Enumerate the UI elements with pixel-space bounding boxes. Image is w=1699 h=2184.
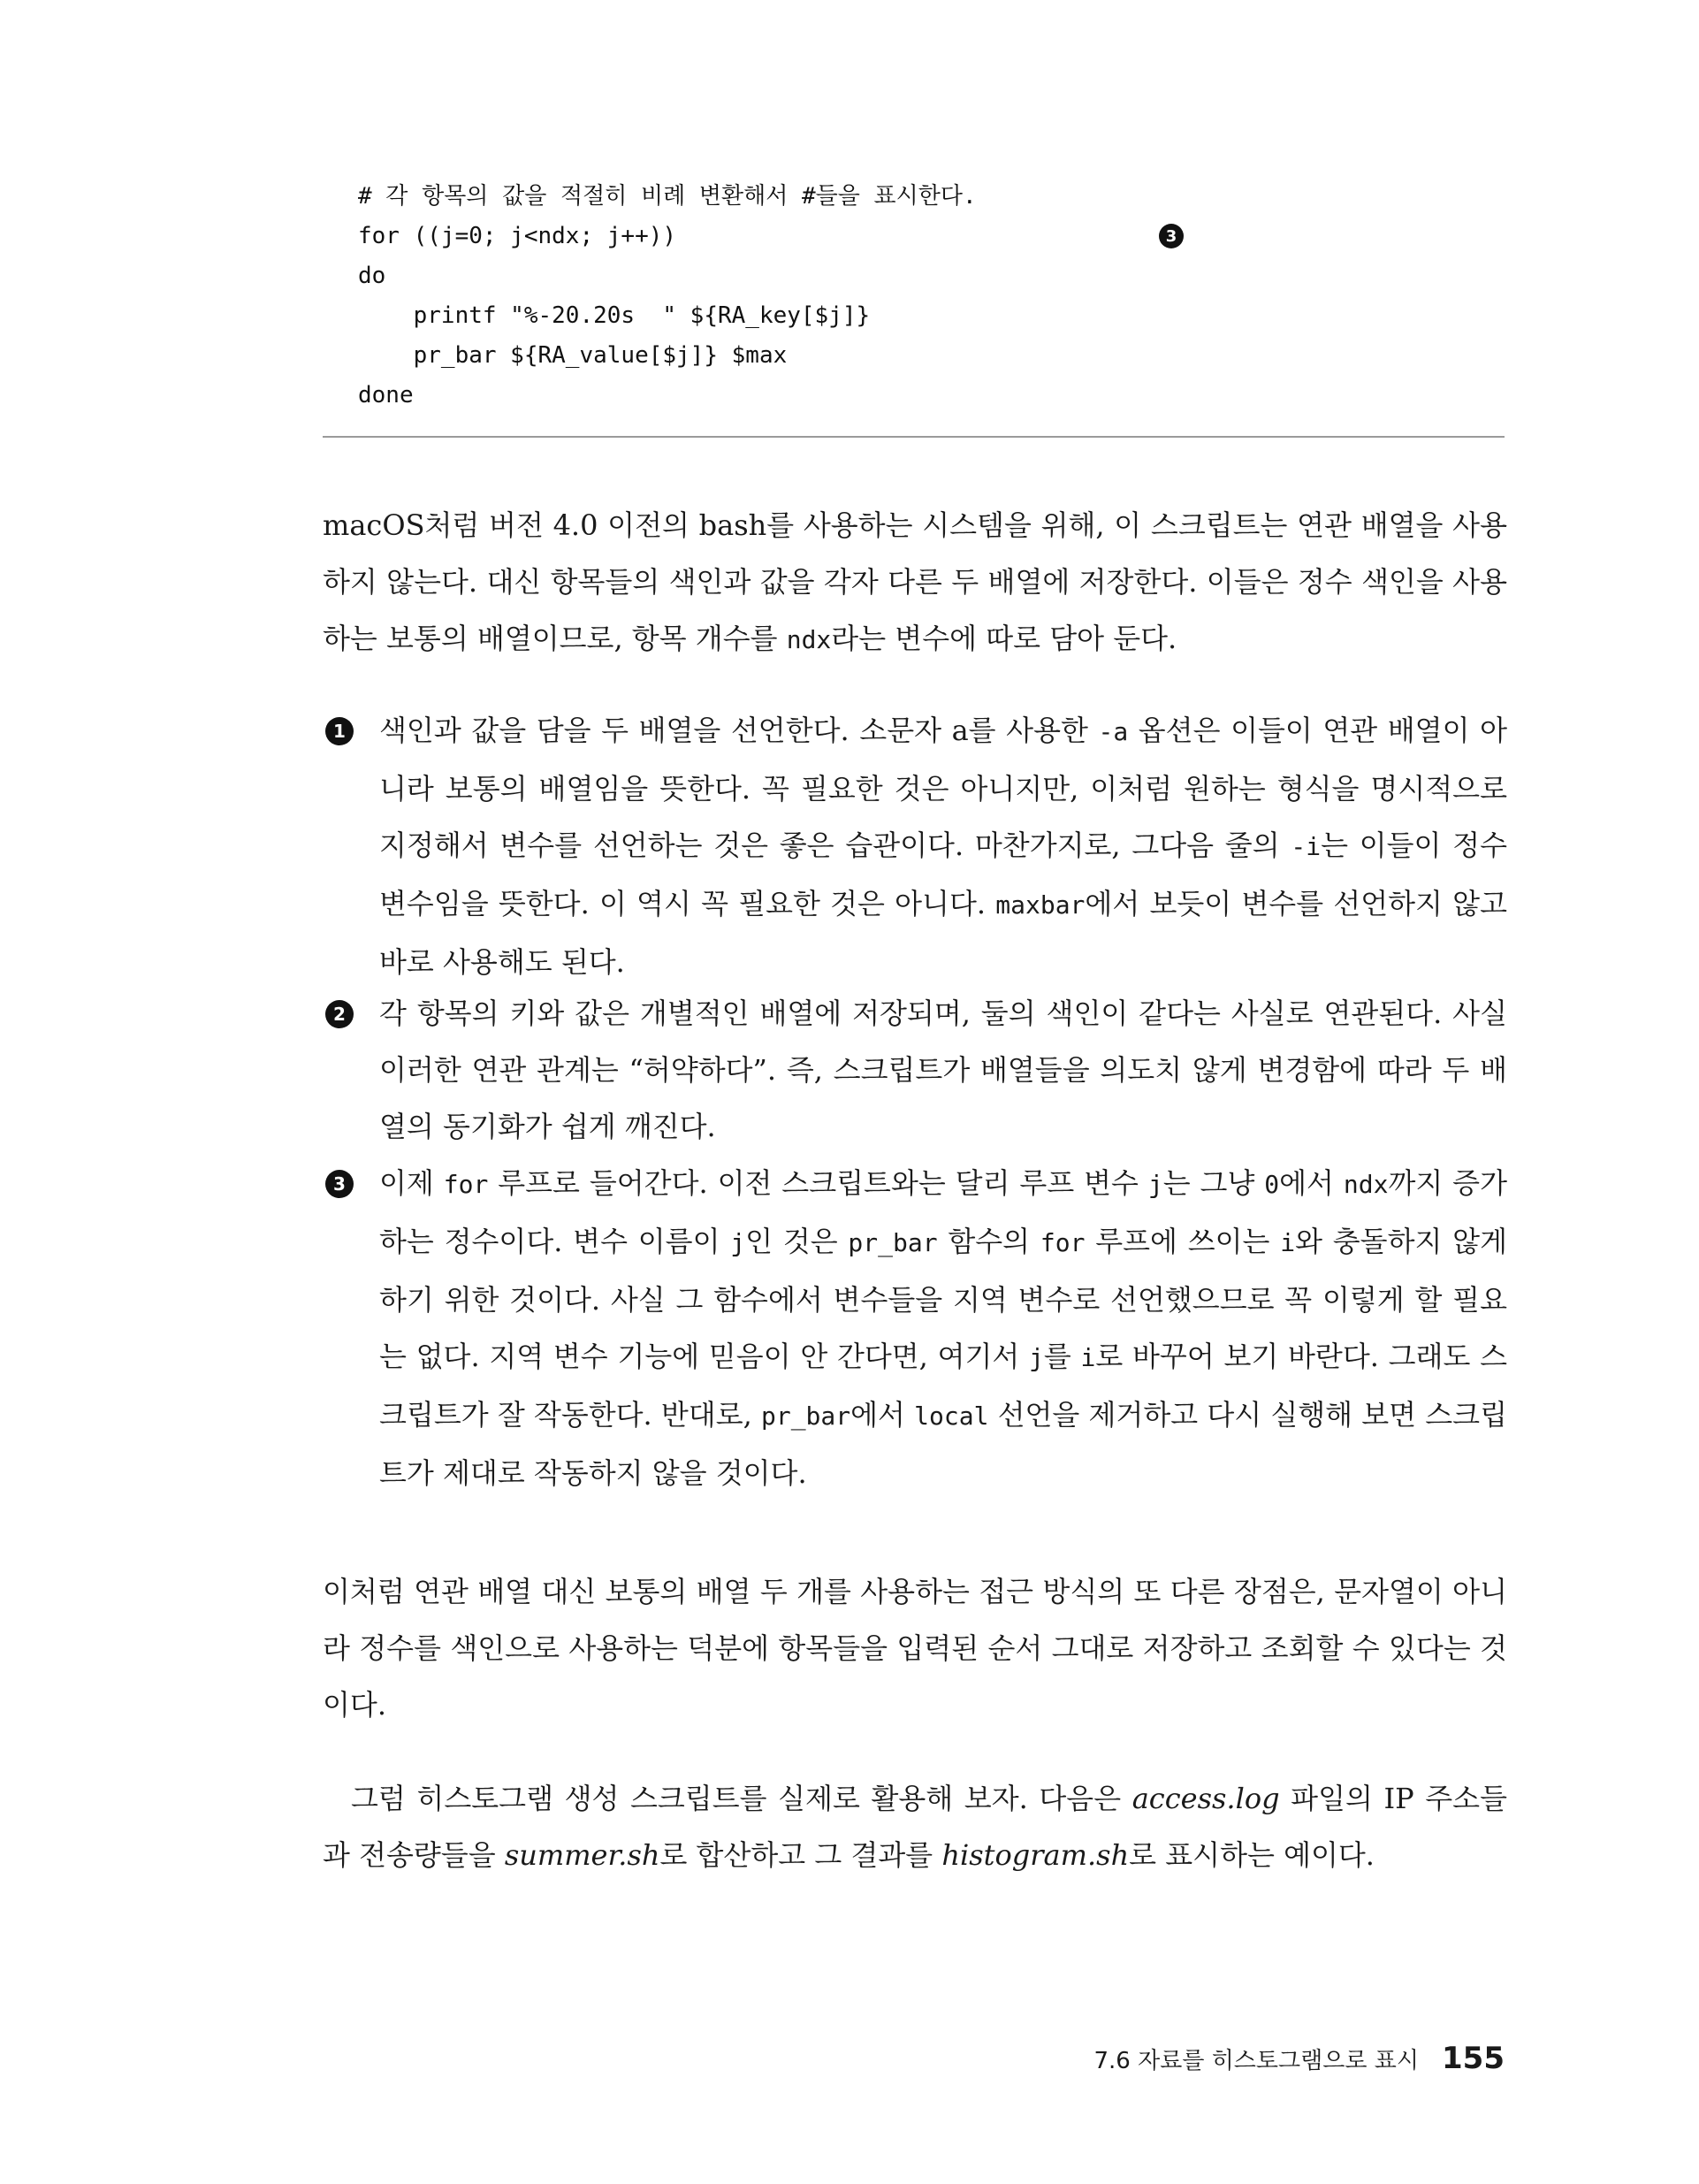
intro-paragraph: macOS처럼 버전 4.0 이전의 bash를 사용하는 시스템을 위해, 이 스크립트는 연관 배열을 사용하지 않는다. 대신 항목들의 색인과 값을 각자 다른 두 배열에 저장한다. 이들은 정수 색인을 사용하는 보통의 배열이므로, 항목 개수를 ndx라는 변수에 따로 담아 둔다. bbox=[323, 508, 1507, 655]
file-name: summer.sh bbox=[504, 1838, 660, 1872]
inline-code: j bbox=[1147, 1170, 1163, 1199]
inline-code: ndx bbox=[1343, 1170, 1389, 1199]
callout-1-icon bbox=[324, 716, 354, 746]
callout-3-icon bbox=[324, 1169, 354, 1199]
body-paragraph: 이처럼 연관 배열 대신 보통의 배열 두 개를 사용하는 접근 방식의 또 다른 장점은, 문자열이 아니라 정수를 색인으로 사용하는 덕분에 항목들을 입력된 순서 그대로 저장하고 조회할 수 있다는 것이다. bbox=[323, 1575, 1507, 1722]
callout-2-icon bbox=[324, 999, 354, 1029]
callout-number: 2 bbox=[333, 1004, 346, 1025]
code-listing bbox=[358, 177, 977, 416]
inline-code: maxbar bbox=[995, 890, 1086, 920]
code-line: done bbox=[358, 382, 414, 409]
inline-code: j bbox=[730, 1228, 746, 1257]
inline-code: ndx bbox=[786, 625, 832, 654]
page-number: 155 bbox=[1442, 2041, 1505, 2076]
inline-code: j bbox=[1029, 1343, 1044, 1372]
callout-text: 각 항목의 키와 값은 개별적인 배열에 저장되며, 둘의 색인이 같다는 사실로 연관된다. 사실 이러한 연관 관계는 “허약하다”. 즉, 스크립트가 배열들을 의도치 않게 변경함에 따라 두 배열의 동기화가 쉽게 깨진다. bbox=[379, 997, 1507, 1143]
file-name: histogram.sh bbox=[941, 1838, 1130, 1872]
callout-number: 1 bbox=[333, 721, 346, 742]
inline-code: for bbox=[1040, 1228, 1086, 1257]
inline-code: i bbox=[1080, 1343, 1096, 1372]
inline-code: -a bbox=[1098, 717, 1129, 746]
running-footer-section: 7.6 자료를 히스토그램으로 표시 bbox=[1093, 2048, 1420, 2074]
code-line: # 각 항목의 값을 적절히 비례 변환해서 #들을 표시한다. bbox=[358, 183, 977, 210]
callout-item-3 bbox=[323, 1155, 1507, 1501]
inline-code: local bbox=[914, 1401, 989, 1431]
code-line: printf "%-20.20s " ${RA_key[$j]} bbox=[358, 302, 871, 329]
code-line: for ((j=0; j<ndx; j++)) bbox=[358, 223, 677, 249]
callout-text: 색인과 값을 담을 두 배열을 선언한다. 소문자 a를 사용한 -a 옵션은 이들이 연관 배열이 아니라 보통의 배열임을 뜻한다. 꼭 필요한 것은 아니지만, 이처럼 원하는 형식을 명시적으로 지정해서 변수를 선언하는 것은 좋은 습관이다. 마찬가지로, 그다음 줄의 -i는 이들이 정수 변수임을 뜻한다. 이 역시 꼭 필요한 것은 아니다. maxbar에서 보듯이 변수를 선언하지 않고 바로 사용해도 된다. bbox=[379, 714, 1507, 979]
inline-code: pr_bar bbox=[848, 1228, 938, 1257]
callout-item-2 bbox=[323, 985, 1507, 1155]
body-paragraph: 그럼 히스토그램 생성 스크립트를 실제로 활용해 보자. 다음은 access.log 파일의 IP 주소들과 전송량들을 summer.sh로 합산하고 그 결과를 histogram.sh로 표시하는 예이다. bbox=[323, 1782, 1507, 1872]
inline-code: for bbox=[443, 1170, 489, 1199]
callout-item-1 bbox=[323, 702, 1507, 990]
code-line: do bbox=[358, 263, 386, 289]
inline-code: pr_bar bbox=[760, 1401, 851, 1431]
code-line: pr_bar ${RA_value[$j]} $max bbox=[358, 342, 788, 369]
inline-code: 0 bbox=[1264, 1170, 1280, 1199]
code-separator bbox=[323, 436, 1505, 438]
callout-number: 3 bbox=[1165, 227, 1177, 246]
inline-code: -i bbox=[1291, 832, 1322, 861]
callout-text: 이제 for 루프로 들어간다. 이전 스크립트와는 달리 루프 변수 j는 그냥 0에서 ndx까지 증가하는 정수이다. 변수 이름이 j인 것은 pr_bar 함수의 for 루프에 쓰이는 i와 충돌하지 않게 하기 위한 것이다. 사실 그 함수에서 변수들을 지역 변수로 선언했으므로 꼭 이렇게 할 필요는 없다. 지역 변수 기능에 믿음이 안 간다면, 여기서 j를 i로 바꾸어 보기 바란다. 그래도 스크립트가 잘 작동한다. 반대로, pr_bar에서 local 선언을 제거하고 다시 실행해 보면 스크립트가 제대로 작동하지 않을 것이다. bbox=[379, 1166, 1507, 1490]
page-footer bbox=[1093, 2041, 1505, 2076]
inline-code: i bbox=[1280, 1228, 1296, 1257]
callout-3-icon bbox=[1158, 223, 1185, 249]
file-name: access.log bbox=[1131, 1782, 1280, 1815]
callout-number: 3 bbox=[333, 1173, 346, 1195]
